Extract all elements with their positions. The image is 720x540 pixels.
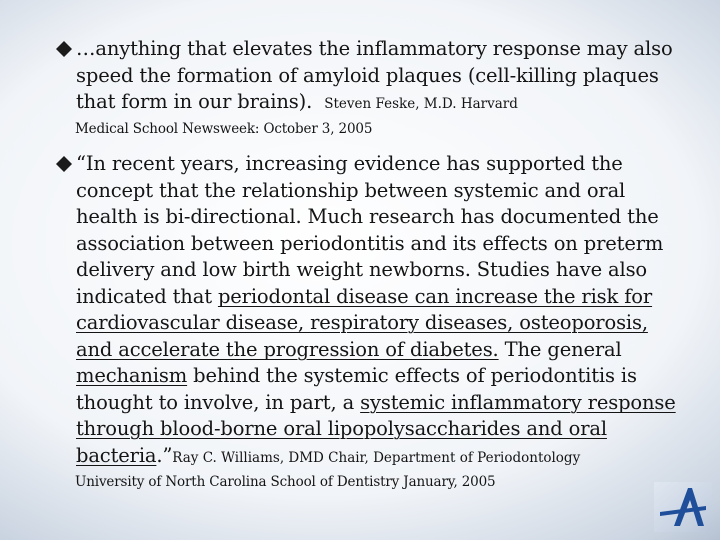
- bullet-text: [76, 151, 686, 493]
- university-logo-icon: [654, 482, 712, 532]
- quote-text-part: .”: [156, 443, 173, 467]
- citation-source: Medical School Newsweek: October 3, 2005: [75, 120, 373, 137]
- underlined-phrase-inflammatory: systemic inflammatory response through blood-borne oral lipopolysaccharides and oral bacteria: [76, 390, 676, 467]
- quote-text-part: The general: [498, 337, 622, 361]
- quote-text-part: “In recent years, increasing evidence has supported the concept that the relationship between systemic and oral health is bi-directional. Much research has documented the association between periodontitis and its effects on preterm delivery and low birth weight newborns. Studies have also indicated that: [76, 152, 664, 308]
- quote-text: …anything that elevates the inflammatory response may also speed the formation of amyloid plaques (cell-killing plaques that form in our brains).: [76, 37, 673, 113]
- citation-source: University of North Carolina School of Dentistry January, 2005: [75, 474, 496, 490]
- citation-author: Steven Feske, M.D. Harvard: [324, 96, 518, 112]
- diamond-bullet-icon: [56, 41, 72, 57]
- underlined-phrase-risk: periodontal disease can increase the risk for cardiovascular disease, respiratory diseases, osteoporosis, and accelerate the progression of diabetes.: [76, 284, 653, 361]
- diamond-bullet-icon: [56, 156, 72, 172]
- citation-author: Ray C. Williams, DMD Chair, Department of Periodontology: [172, 449, 581, 466]
- bullet-item-2: [56, 151, 686, 493]
- bullet-item-1: [56, 36, 686, 140]
- underlined-phrase-mechanism: mechanism: [76, 364, 188, 387]
- bullet-text: [76, 36, 686, 140]
- quote-text-part: behind the systemic effects of periodontitis is thought to involve, in part, a: [76, 364, 637, 414]
